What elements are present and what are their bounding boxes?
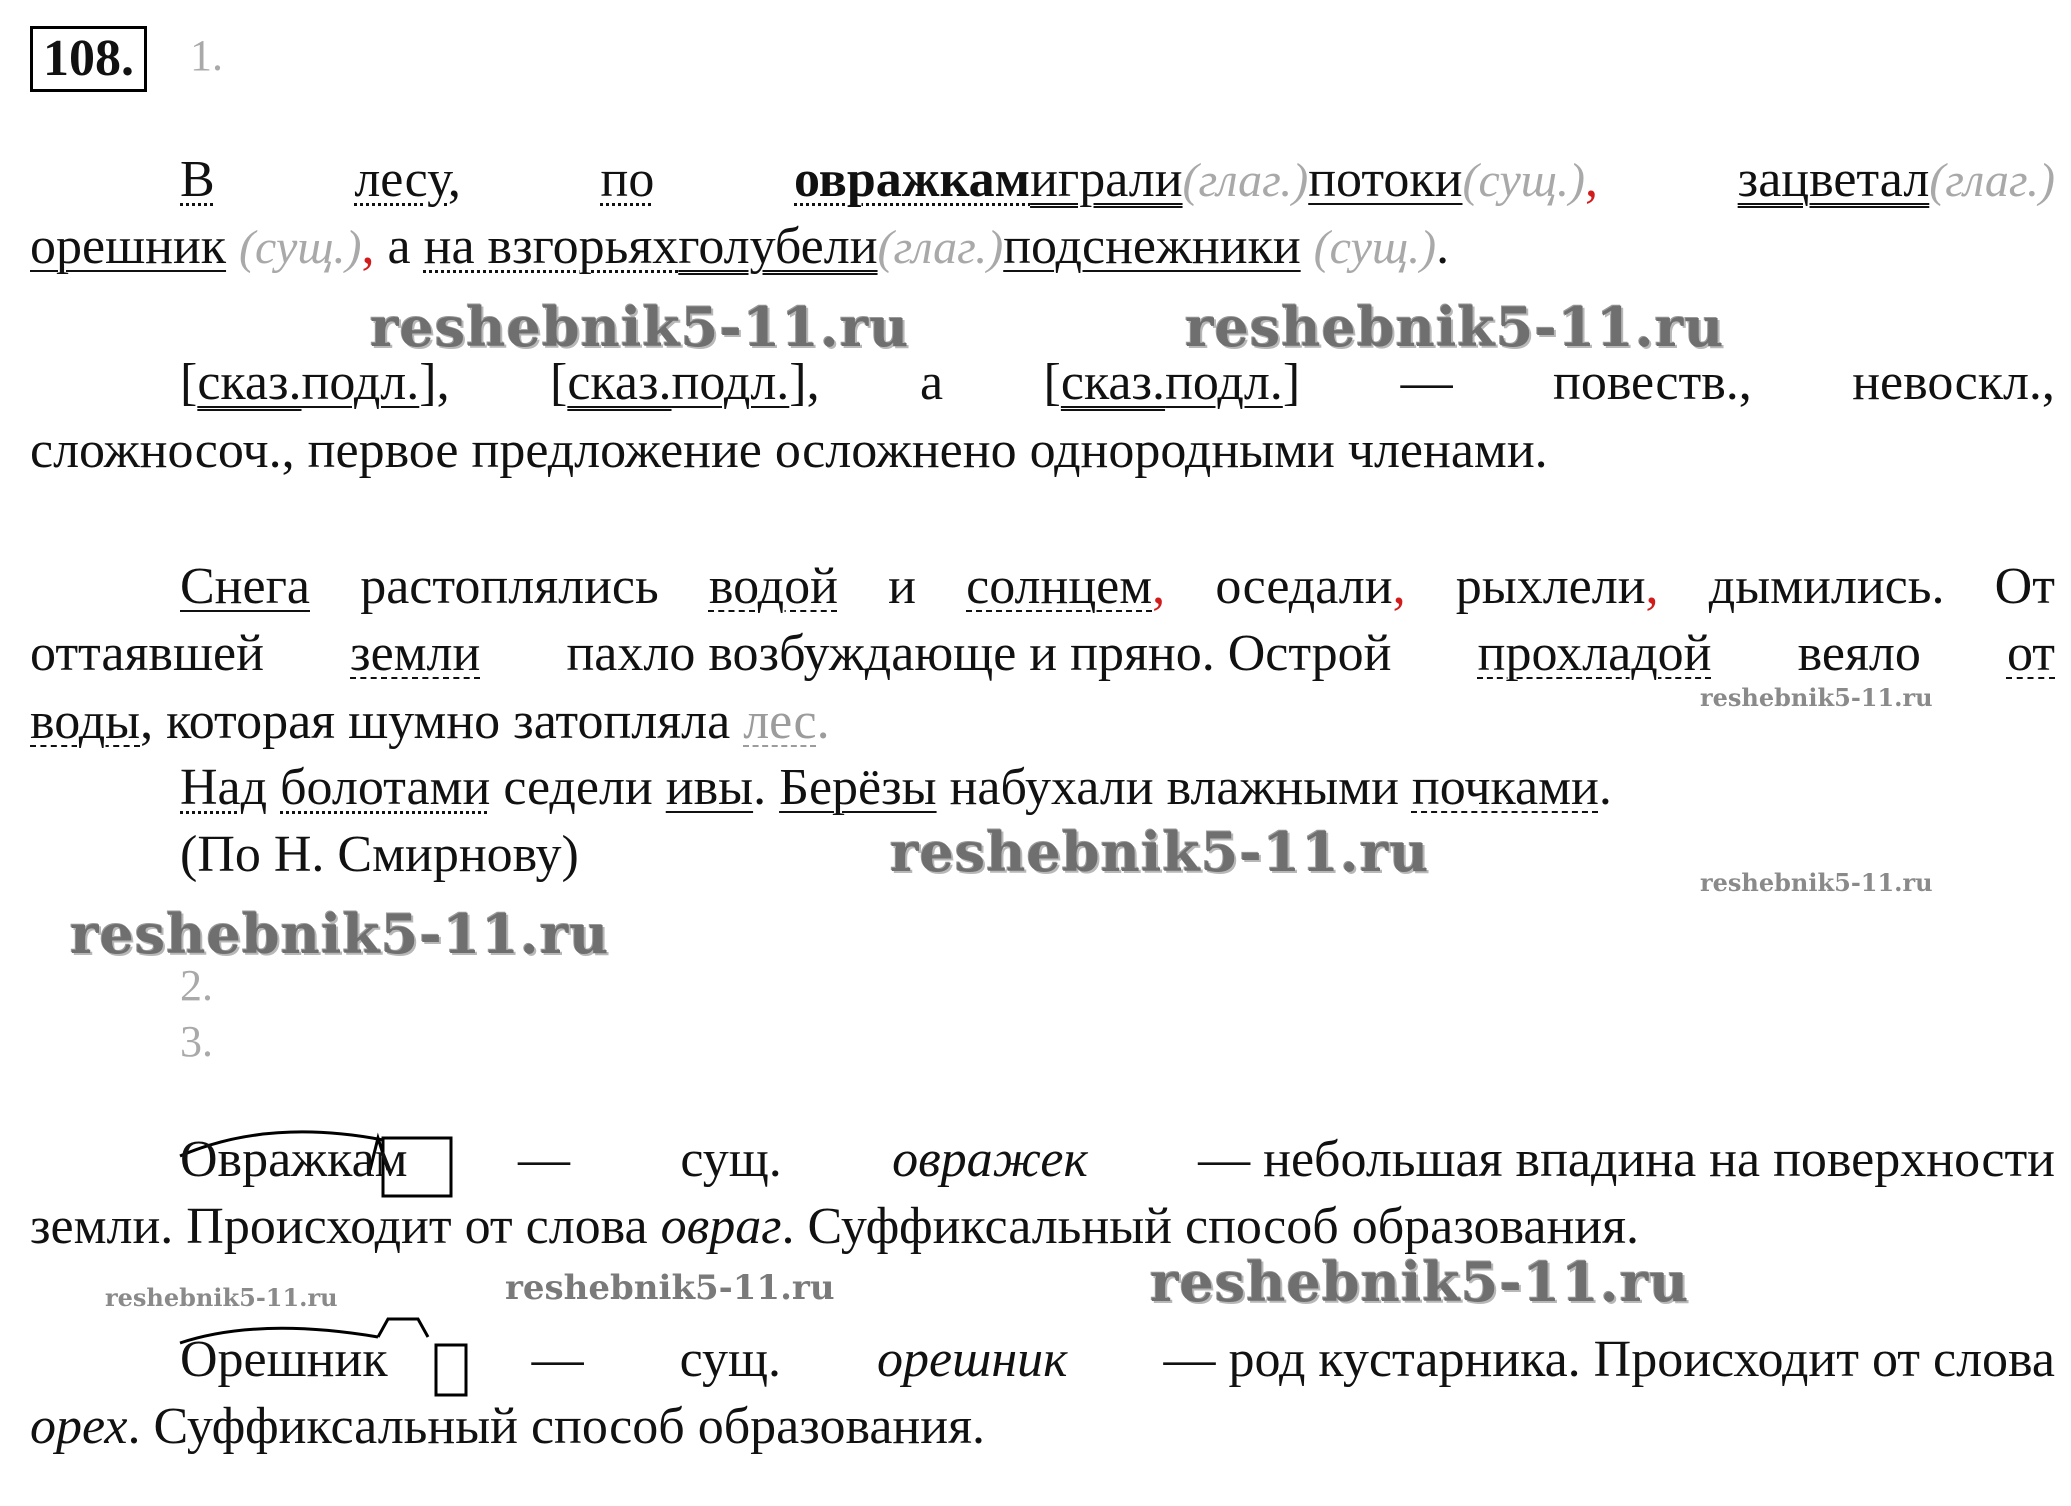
word: седели [503,759,653,816]
subject: Берёзы [779,759,937,816]
scheme-bracket: ] [1282,354,1301,411]
word2-line1 [180,1330,2055,1390]
scheme-bracket: [ [1043,354,1061,411]
words: . Суффиксальный способ образования. [781,1198,1640,1255]
predicate: зацветал [1737,151,1930,208]
scheme-bracket: [ [550,354,568,411]
word2-definition: — род кустарника. Происходит от слова [1163,1331,2055,1388]
word: болотами [280,759,491,816]
watermark: reshebnik5-11.ru [105,1283,338,1312]
subject: Снега [180,558,310,615]
word: растоплялись [360,558,659,615]
comma: , [806,354,820,411]
text-line3 [30,692,830,752]
pos-label: (сущ.) [1313,221,1437,274]
object: воды [30,693,141,750]
scheme-bracket: ] [789,354,807,411]
word: по [600,151,655,208]
word2-pos: сущ. [679,1331,781,1388]
item-1-label: 1. [190,31,223,80]
scheme-subject: подл. [301,354,420,411]
scheme-bracket: ] [419,354,437,411]
word: дымились. [1708,558,1945,615]
dash: — [1400,354,1453,411]
subject: ивы [665,759,754,816]
period: . [1436,218,1450,275]
word: В [180,151,215,208]
object: прохладой [1477,625,1712,682]
pos-label: (сущ.) [239,221,362,274]
word: а [387,218,411,275]
comma: , [1584,151,1598,208]
subject: подснежники [1003,218,1301,275]
word2-base: орешник [876,1331,1068,1388]
author: (По Н. Смирнову) [180,826,579,883]
words: земли. Происходит от слова [30,1198,648,1255]
period: . [816,693,830,750]
dash: — [517,1131,570,1188]
comma: , [1645,558,1659,615]
text-line4 [180,758,1612,818]
comma: , [1152,558,1166,615]
object: лес [743,693,817,750]
pos-label: (глаг.) [1929,154,2055,207]
scheme-line2: сложносоч., первое предложение осложнено однородными членами. [30,422,1548,479]
word: и [888,558,916,615]
words: набухали влажными [949,759,1399,816]
comma: , [1392,558,1406,615]
item-3-label: 3. [180,1017,213,1066]
words: пахло возбуждающе и пряно. Острой [566,625,1392,682]
word2-root: Орешник [180,1331,388,1388]
watermark: reshebnik5-11.ru [1700,683,1933,712]
predicate: играли [1030,151,1183,208]
word: на взгорьях [423,218,679,275]
word1-root: Овражк [180,1131,352,1188]
period: . [1598,759,1612,816]
sentence1-line1 [180,150,2055,211]
word1-definition: — небольшая впадина на поверхности [1198,1131,2055,1188]
text-line1 [180,557,2055,617]
object: почками [1411,759,1599,816]
scheme-predicate: сказ. [1060,354,1166,411]
text-line2 [30,624,2055,684]
word: невоскл., [1852,354,2055,411]
word1-source: овраг [660,1198,782,1255]
comma: , [447,151,461,208]
watermark: reshebnik5-11.ru [1700,868,1933,897]
word1-ending: ам [351,1131,408,1188]
word: а [920,354,944,411]
word2-line2 [30,1397,985,1457]
words: , которая шумно затопляла [140,693,731,750]
scheme-predicate: сказ. [567,354,672,411]
pos-label: (глаг.) [877,221,1004,274]
watermark: reshebnik5-11.ru [890,820,1430,884]
comma: , [436,354,450,411]
scheme-subject: подл. [671,354,790,411]
word1-line2 [30,1197,1639,1257]
pos-label: (глаг.) [1182,154,1309,207]
word1-line1 [180,1130,2055,1190]
object: земли [350,625,481,682]
period: . [753,759,767,816]
word2-source: орех [30,1398,128,1455]
word: рыхлели [1455,558,1646,615]
exercise-number: 108. [30,26,147,92]
word: лесу [354,151,448,208]
word: овражкам [794,151,1031,208]
word: повеств., [1552,354,1752,411]
predicate: голубели [678,218,878,275]
word: Над [180,759,268,816]
watermark: reshebnik5-11.ru [70,902,610,966]
watermark: reshebnik5-11.ru [1185,295,1725,359]
word: оттаявшей [30,625,264,682]
comma: , [361,218,375,275]
watermark: reshebnik5-11.ru [505,1268,835,1308]
object: водой [708,558,838,615]
scheme-bracket: [ [180,354,198,411]
pos-label: (сущ.) [1462,154,1585,207]
word: От [1994,558,2055,615]
watermark: reshebnik5-11.ru [370,295,910,359]
subject: потоки [1308,151,1463,208]
subject: орешник [30,218,227,275]
scheme-line1 [180,353,2055,413]
word1-pos: сущ. [680,1131,782,1188]
word: оседали [1215,558,1393,615]
dash: — [531,1331,584,1388]
word1-base: овражек [892,1131,1088,1188]
scheme-predicate: сказ. [197,354,302,411]
scheme-subject: подл. [1165,354,1283,411]
object: от [2006,625,2055,682]
object: солнцем [966,558,1153,615]
item-2-label: 2. [180,961,213,1010]
watermark: reshebnik5-11.ru [1150,1250,1690,1314]
words: . Суффиксальный способ образования. [127,1398,986,1455]
sentence1-line2 [30,217,1449,278]
word: веяло [1797,625,1921,682]
